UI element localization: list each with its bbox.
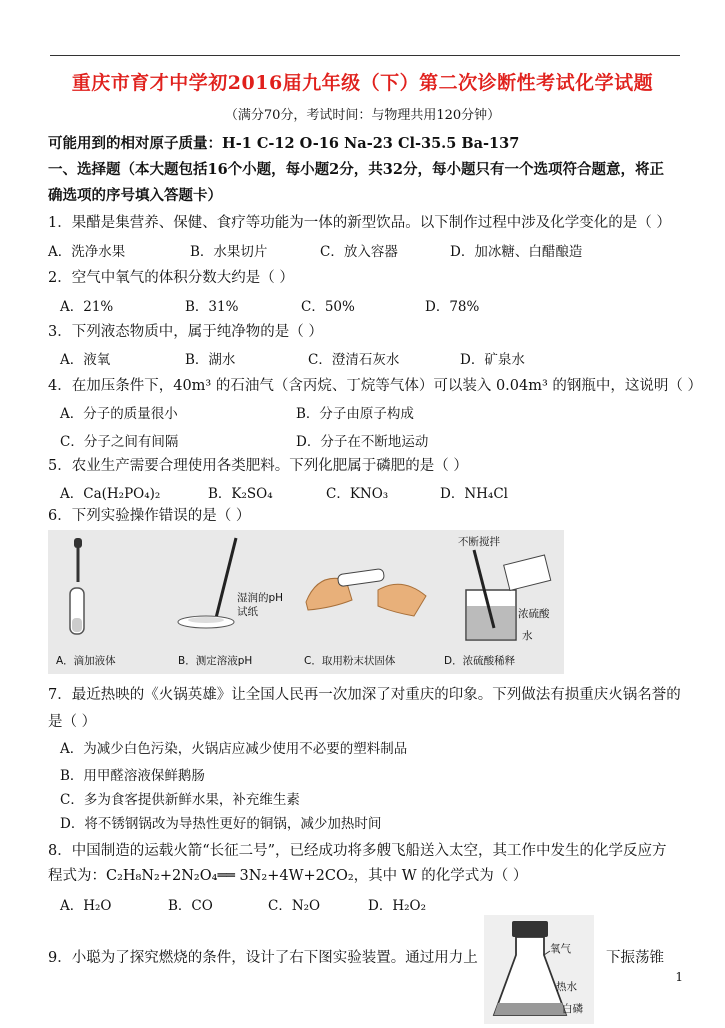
question-8-stem-line1: 8．中国制造的运载火箭“长征二号”，已经成功将多艘飞船送入太空，其工作中发生的化学反应方: [48, 843, 667, 859]
q8-option-c: C．N₂O: [268, 898, 321, 914]
q4-option-c: C．分子之间有间隔: [60, 434, 179, 450]
q1-option-b: B．水果切片: [190, 244, 268, 260]
section-heading-line1: 一、选择题（本大题包括16个小题，每小题2分，共32分，每小题只有一个选项符合题意，将正: [48, 161, 664, 178]
q7-option-a: A．为减少白色污染，火锅店应减少使用不必要的塑料制品: [60, 741, 408, 757]
label-stir: 不断搅拌: [458, 536, 500, 548]
question-9-stem-left: 9．小聪为了探究燃烧的条件，设计了右下图实验装置。通过用力上: [48, 950, 478, 966]
q2-option-d: D．78%: [425, 299, 480, 315]
question-2-stem: 2．空气中氧气的体积分数大约是（ ）: [48, 270, 294, 286]
q6-figure: [48, 530, 564, 674]
question-7-stem-line2: 是（ ）: [48, 714, 97, 730]
q3-option-b: B．湖水: [185, 352, 236, 368]
q8-option-b: B．CO: [168, 898, 213, 914]
q3-option-a: A．液氧: [60, 352, 111, 368]
question-1-options: [48, 240, 582, 260]
caption-d: D．浓硫酸稀释: [444, 655, 516, 667]
label-ph-paper-1: 湿润的pH: [237, 592, 284, 604]
q1-option-a: A．洗净水果: [48, 244, 126, 260]
q7-option-b: B．用甲醛溶液保鲜鹅肠: [60, 768, 205, 784]
beaker-acid-bottle: [466, 550, 551, 640]
q1-option-c: C．放入容器: [320, 244, 398, 260]
question-3-stem: 3．下列液态物质中，属于纯净物的是（ ）: [48, 324, 323, 340]
question-7-stem-line1: 7．最近热映的《火锅英雄》让全国人民再一次加深了对重庆的印象。下列做法有损重庆火锅名誉的: [48, 687, 681, 703]
q1-option-d: D．加冰糖、白醋酿造: [450, 244, 583, 260]
q3-option-c: C．澄清石灰水: [308, 352, 400, 368]
label-water: 水: [522, 630, 533, 642]
hands-powder: [306, 568, 426, 616]
caption-c: C．取用粉末状固体: [304, 655, 396, 667]
q2-option-b: B．31%: [185, 299, 239, 315]
label-conc-acid: 浓硫酸: [518, 608, 550, 620]
question-5-options: [60, 482, 508, 502]
question-4-options-row2: [60, 430, 428, 450]
question-4-options-row1: [60, 402, 414, 422]
q5-option-b: B．K₂SO₄: [208, 486, 273, 502]
question-2-options: [60, 295, 479, 315]
question-8-options: [60, 894, 426, 914]
question-3-options: [60, 348, 525, 368]
dropper-test-tube: [70, 538, 84, 634]
q5-option-a: A．Ca(H₂PO₄)₂: [60, 486, 161, 502]
question-4-stem: 4．在加压条件下，40m³ 的石油气（含丙烷、丁烷等气体）可以装入 0.04m³ 的钢瓶中，这说明（ ）: [48, 378, 703, 394]
page-title: 重庆市育才中学初2016届九年级（下）第二次诊断性考试化学试题: [71, 72, 654, 94]
label-white-phosphorus: 白磷: [562, 1003, 583, 1015]
q7-option-d: D．将不锈钢锅改为导热性更好的铜锅，减少加热时间: [60, 816, 382, 832]
q7-option-c: C．多为食客提供新鲜水果，补充维生素: [60, 792, 300, 808]
question-8-stem-line2: 程式为：C₂H₈N₂+2N₂O₄══ 3N₂+4W+2CO₂，其中 W 的化学式为（ ）: [48, 868, 528, 884]
label-oxygen: 氧气: [550, 943, 571, 955]
caption-a: A．滴加液体: [56, 655, 116, 667]
page-number: 1: [675, 970, 683, 984]
q2-option-c: C．50%: [301, 299, 355, 315]
q3-option-d: D．矿泉水: [460, 352, 525, 368]
header-rule: [50, 55, 680, 56]
question-6-stem: 6．下列实验操作错误的是（ ）: [48, 508, 251, 524]
question-5-stem: 5．农业生产需要合理使用各类肥料。下列化肥属于磷肥的是（ ）: [48, 458, 468, 474]
glass-rod-dish: [178, 538, 236, 628]
q5-option-c: C．KNO₃: [326, 486, 389, 502]
page-subtitle: （满分70分，考试时间：与物理共用120分钟）: [224, 108, 501, 123]
q9-figure: [484, 915, 594, 1024]
label-ph-paper-2: 试纸: [237, 606, 258, 618]
q4-option-d: D．分子在不断地运动: [296, 434, 429, 450]
q5-option-d: D．NH₄Cl: [440, 486, 508, 502]
q4-option-a: A．分子的质量很小: [60, 406, 178, 422]
question-1-stem: 1．果醋是集营养、保健、食疗等功能为一体的新型饮品。以下制作过程中涉及化学变化的是（ ）: [48, 215, 671, 231]
q8-option-d: D．H₂O₂: [368, 898, 426, 914]
section-heading-line2: 确选项的序号填入答题卡）: [48, 187, 222, 204]
q4-option-b: B．分子由原子构成: [296, 406, 414, 422]
question-9-stem-right: 下振荡锥: [606, 950, 664, 966]
q2-option-a: A．21%: [60, 299, 114, 315]
q8-option-a: A．H₂O: [60, 898, 112, 914]
atomic-masses: 可能用到的相对原子质量：H-1 C-12 O-16 Na-23 Cl-35.5 Ba-137: [48, 135, 520, 152]
caption-b: B．测定溶液pH: [178, 655, 253, 667]
label-hot-water: 热水: [556, 981, 577, 993]
